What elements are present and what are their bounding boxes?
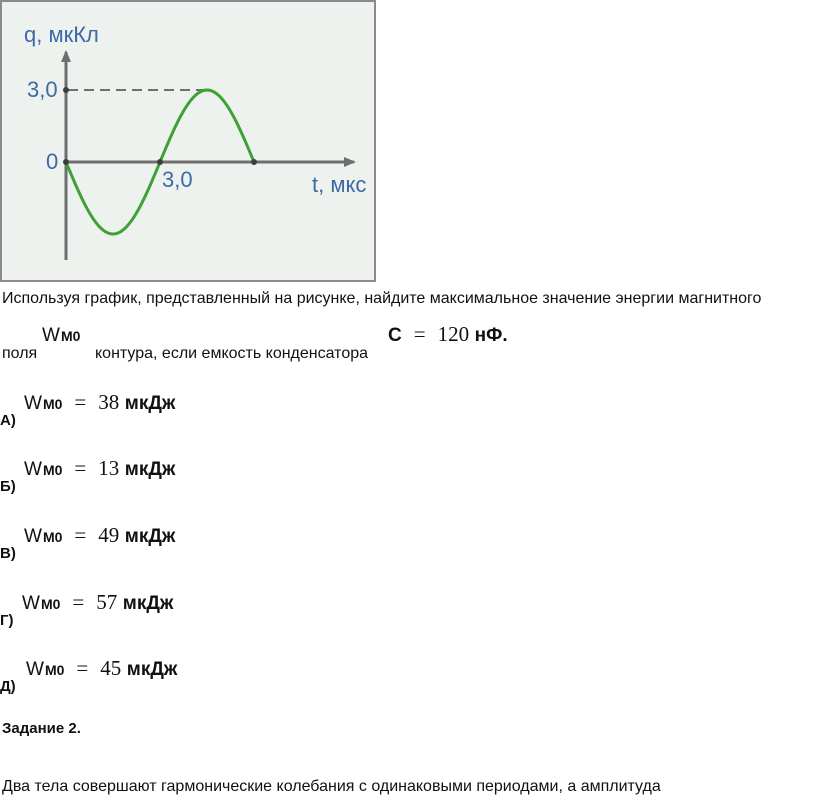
x-tick-label: 3,0	[162, 167, 193, 192]
charge-time-chart	[0, 0, 376, 282]
option-equals: =	[74, 390, 87, 414]
curve-start-point	[63, 159, 69, 165]
w-sub: M0	[60, 328, 81, 344]
y-tick-label-zero: 0	[46, 149, 59, 174]
w-m0-symbol	[42, 324, 80, 347]
task-2-title: Задание 2.	[2, 720, 81, 737]
option-w-var: W	[22, 593, 40, 614]
option-value: 38	[98, 390, 120, 414]
option-letter: В)	[0, 545, 16, 562]
x-axis-label: t, мкс	[312, 172, 367, 197]
option-unit: мкДж	[122, 593, 174, 614]
curve-end-point	[251, 159, 257, 165]
question-line-2-prefix: поля	[2, 345, 38, 362]
option-equals: =	[72, 590, 85, 614]
option-formula	[24, 390, 175, 415]
option-w-sub: M0	[40, 596, 61, 612]
option-equals: =	[74, 523, 87, 547]
w-var: W	[42, 325, 60, 346]
option-formula	[22, 590, 173, 615]
option-equals: =	[76, 656, 89, 680]
option-value: 57	[96, 590, 118, 614]
option-w-var: W	[24, 526, 42, 547]
option-value: 45	[100, 656, 122, 680]
c-unit: нФ.	[474, 325, 508, 346]
option-formula	[26, 656, 177, 681]
axis-crossing-point	[157, 159, 163, 165]
option-w-var: W	[24, 459, 42, 480]
option-formula	[24, 456, 175, 481]
task-2-text: Два тела совершают гармонические колебания с одинаковыми периодами, а амплитуда	[2, 778, 661, 795]
y-max-tick-point	[63, 87, 69, 93]
option-unit: мкДж	[124, 526, 176, 547]
c-var: C	[388, 325, 402, 346]
option-w-sub: M0	[42, 529, 63, 545]
option-unit: мкДж	[124, 393, 176, 414]
option-letter: Д)	[0, 678, 16, 695]
c-value: 120	[437, 322, 470, 346]
capacitance-formula	[388, 322, 508, 347]
option-w-sub: M0	[42, 396, 63, 412]
option-letter: Г)	[0, 612, 14, 629]
option-letter: А)	[0, 412, 16, 429]
option-w-sub: M0	[44, 662, 65, 678]
question-line-1: Используя график, представленный на рисунке, найдите максимальное значение энергии магнитного	[2, 290, 762, 307]
option-w-sub: M0	[42, 462, 63, 478]
option-unit: мкДж	[124, 459, 176, 480]
option-unit: мкДж	[126, 659, 178, 680]
option-value: 49	[98, 523, 120, 547]
option-w-var: W	[24, 393, 42, 414]
option-equals: =	[74, 456, 87, 480]
y-axis-label: q, мкКл	[24, 22, 99, 47]
question-line-2-middle: контура, если емкость конденсатора	[95, 345, 369, 362]
option-letter: Б)	[0, 478, 16, 495]
c-equals: =	[413, 322, 426, 346]
option-w-var: W	[26, 659, 44, 680]
option-formula	[24, 523, 175, 548]
chart-svg	[2, 2, 378, 284]
option-value: 13	[98, 456, 120, 480]
y-tick-label-max: 3,0	[27, 77, 58, 102]
